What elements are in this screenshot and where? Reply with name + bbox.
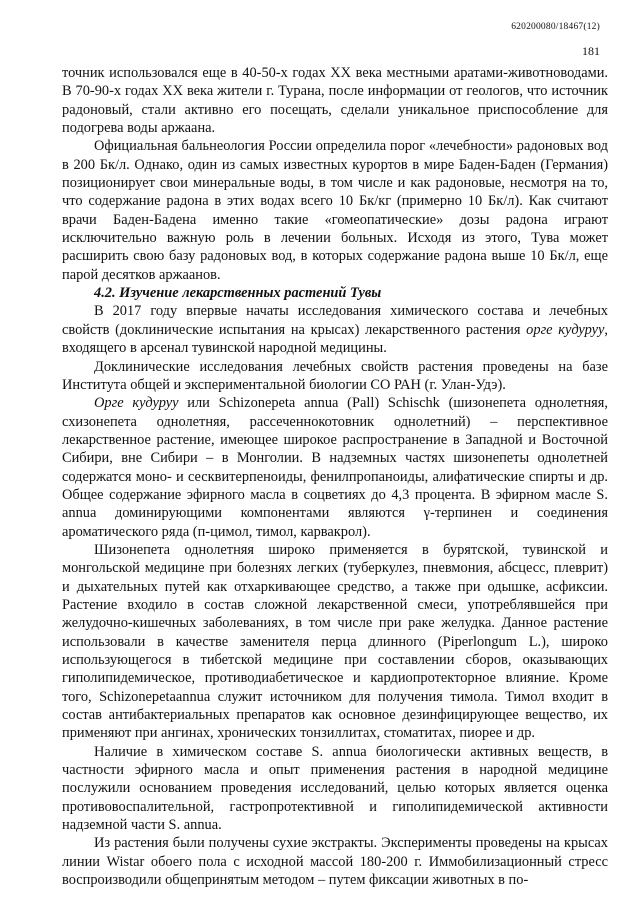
paragraph: Шизонепета однолетняя широко применяется в бурятской, тувинской и монгольской медицине при болезнях легких (туберкулез, пневмония, абсцесс, плеврит) и дыхательных путей как отхаркивающее средство, а также при одышке, асфиксии. Растение входило в состав сложной лекарственной смеси, употреблявшейся при желудочно-кишечных заболеваниях, в том числе при раке желудка. Данное растение использовали в качестве заменителя перца длинного (Piperlongum L.), широко использующегося в тибетской медицине при составлении сборов, оказывающих гиполипидемическое, противодиабетическое и кардиопротекторное влияние. Кроме того, Schizonepetaannua служит источником для получения тимола. Тимол входит в состав антибактериальных препаратов как основное дезинфицирующее вещество, их применяют при ангинах, хронических тонзиллитах, стоматитах, пиорее и др.	[62, 541, 608, 742]
paragraph-text: , входящего в арсенал тувинской народной медицины.	[62, 321, 608, 357]
section-heading: 4.2. Изучение лекарственных растений Тувы	[94, 285, 382, 302]
paragraph: Доклинические исследования лечебных свойств растения проведены на базе Института общей и экспериментальной биологии СО РАН (г. Улан-Удэ).	[62, 358, 608, 393]
paragraph: Из растения были получены сухие экстракты. Эксперименты проведены на крысах линии Wistar обоего пола с исходной массой 180-200 г. Иммобилизационный стресс воспроизводили общепринятым методом – путем фиксации животных в по-	[62, 835, 608, 889]
document-body	[62, 64, 608, 889]
document-code: 620200080/18467(12)	[511, 22, 600, 32]
page-number: 181	[582, 44, 600, 58]
paragraph: Наличие в химическом составе S. annua биологически активных веществ, в частности эфирного масла и опыт применения растения в народной медицине послужили основанием проведения исследований, целью которых является оценка противовоспалительной, гастропротективной и гиполипидемической активности надземной части S. annua.	[62, 743, 608, 834]
paragraph	[62, 302, 608, 357]
paragraph-text: В 2017 году впервые начаты исследования химического состава и лечебных свойств (доклинические испытания на крысах) лекарственного растения	[62, 303, 608, 338]
paragraph: Официальная бальнеология России определила порог «лечебности» радоновых вод в 200 Бк/л. Однако, один из самых известных курортов в мире Баден-Баден (Германия) позиционирует свои минеральные воды, в том числе и как радоновые, несмотря на то, что содержание радона в этих водах всего 10 Бк/кг (примерно 10 Бк/л). Как считают врачи Баден-Бадена именно такие «гомеопатические» дозы радона играют исключительно важную роль в лечении больных. Исходя из этого, Тува может расширить свою базу радоновых вод, в которых содержание радона выше 10 Бк/л, еще парой десятков аржаанов.	[62, 138, 608, 283]
paragraph: точник использовался еще в 40-50-х годах XX века местными аратами-животноводами. В 70-90-х годах XX века жители г. Турана, после информации от геологов, что источник радоновый, стали активно его посещать, сделали уникальное приспособление для подогрева воды аржаана.	[62, 65, 608, 137]
plant-name-italic: орге кудуруу	[526, 321, 605, 338]
paragraph-text: или Schizonepeta annua (Pall) Schischk (шизонепета однолетняя, схизонепета однолетняя, рассеченнокотовник однолетний) – перспективное лекарственное растение, имеющее широкое распространение в Западной и Восточной Сибири, вне Сибири – в Монголии. В надземных частях шизонепеты однолетней содержатся моно- и сесквитерпеноиды, фенилпропаноиды, алифатические спирты и др. Общее содержание эфирного масла в соцветиях до 4,3 процента. В эфирном масле S. annua доминирующими компонентами являются γ-терпинен и соединения ароматического ряда (п-цимол, тимол, карвакрол).	[62, 395, 608, 540]
paragraph	[62, 394, 608, 541]
plant-name-italic: Орге кудуруу	[94, 395, 179, 412]
